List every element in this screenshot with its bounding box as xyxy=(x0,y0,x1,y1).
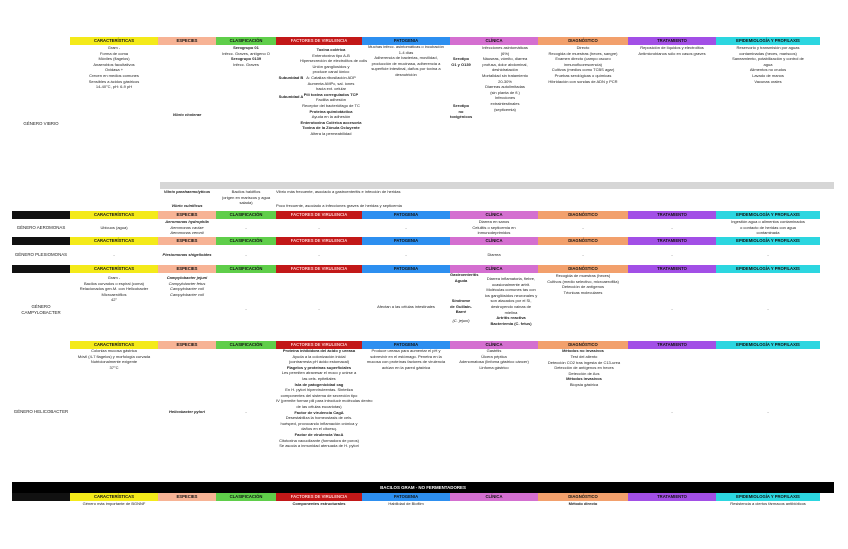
text-line: Ayuda a la colonización inicial xyxy=(292,353,346,359)
genus-plesiomonas: GÉNERO PLESIOMONAS xyxy=(14,252,68,257)
text-line: Adherencia de bacterias, movilidad, xyxy=(374,55,438,61)
text-line: inmunodeprimidos xyxy=(477,230,511,236)
text-line: Aeromonas hydrophila xyxy=(165,219,209,224)
text-line: Proteína quimiotáctica xyxy=(309,108,353,114)
header-cell: PATOGENIA xyxy=(362,37,450,45)
plesiomonas-clasificacion: - xyxy=(245,252,247,257)
text-line: Técnicas moleculares xyxy=(563,289,603,295)
text-line: los gangliósidos neuronales y xyxy=(484,292,538,298)
bottom-epidemiologia: Resistencia a ciertos fármacos antibióticos xyxy=(730,501,806,506)
header-cell: DIAGNÓSTICO xyxy=(538,211,628,219)
text-line: las cels. epiteliales xyxy=(302,375,336,381)
text-line: 37°C xyxy=(109,364,119,370)
vibrio-clinica-label-1: Serotipo O1 y O139 xyxy=(451,56,471,67)
text-line: Alimentos no crudos xyxy=(749,67,787,73)
section-band-bgnnf: BACILOS GRAM - NO FERMENTADORES xyxy=(12,482,834,493)
header-row xyxy=(12,493,834,501)
header-cell: TRATAMIENTO xyxy=(628,265,716,273)
text-line: Les permiten atravesar el moco y unirse a xyxy=(281,370,357,376)
vibrio-epidemiologia xyxy=(716,45,820,84)
header-cell: ESPECIES xyxy=(158,341,216,349)
text-line: Factor de virulencia VacA xyxy=(294,431,344,437)
text-line: Linfoma gástrico xyxy=(479,364,509,370)
vibrio-diagnostico xyxy=(538,45,628,84)
vibrio-clinica xyxy=(472,45,538,112)
text-line: Cultivos (medio selectivo, microaerofilia) xyxy=(547,278,619,284)
header-cell: ESPECIES xyxy=(158,211,216,219)
text-line: Gastritis xyxy=(486,348,502,353)
header-cell: TRATAMIENTO xyxy=(628,341,716,349)
header-genus-cell xyxy=(12,341,70,349)
text-line: Oxidasa + xyxy=(104,67,124,73)
helicobacter-tratamiento: - xyxy=(671,409,673,414)
campylobacter-tratamiento: - xyxy=(671,306,673,311)
header-row xyxy=(12,211,834,219)
text-line: Métodos invasivos xyxy=(566,376,602,382)
text-line: Campylobacter fetus xyxy=(168,280,206,286)
text-line: contaminadas (heces, mariscos) xyxy=(739,50,797,56)
header-cell: CLÍNICA xyxy=(450,211,538,219)
text-line: sobrevivir en el estómago. Penetra en la xyxy=(370,353,442,359)
header-cell: EPIDEMIOLOGÍA Y PROFILAXIS xyxy=(716,493,820,501)
plesiomonas-especie: Plesiomonas shigelloides xyxy=(162,252,212,257)
text-line: Citotoxina vacuolizante (formadora de poros) xyxy=(279,437,359,443)
text-line: ocasionalmente artrit. xyxy=(491,281,531,287)
header-cell: CARACTERÍSTICAS xyxy=(70,341,158,349)
text-line: 14-40°C, pH: 6-9 pH xyxy=(95,84,133,90)
aeromonas-diagnostico: - xyxy=(582,225,584,230)
header-cell: PATOGENIA xyxy=(362,237,450,245)
header-cell: DIAGNÓSTICO xyxy=(538,493,628,501)
vibrio-vulnificus-texto: Poco frecuente, asociado a infecciones graves de heridas y septicemia xyxy=(276,203,402,208)
campylobacter-diagnostico xyxy=(538,273,628,295)
vibrio-especie: Vibrio cholerae xyxy=(172,112,202,117)
text-line: Úlcera péptica xyxy=(481,353,507,359)
text-line: En H. pylori hiperviruleentas. Sintetiza xyxy=(285,387,353,393)
header-cell: ESPECIES xyxy=(158,37,216,45)
campylobacter-factores: - xyxy=(318,306,320,311)
header-cell: CLASIFICACIÓN xyxy=(216,237,276,245)
aeromonas-patogenia: - xyxy=(405,225,407,230)
aeromonas-epidemiologia xyxy=(716,219,820,236)
text-line: profusa, dolor abdominal, xyxy=(482,61,528,67)
aeromonas-clinica xyxy=(450,219,538,236)
vibrio-tratamiento xyxy=(628,45,716,56)
text-line: deshidratación xyxy=(491,67,519,73)
bottom-diagnostico: Método directo xyxy=(568,501,598,506)
text-line: 1-4 días xyxy=(398,49,414,55)
text-line: Celulitis o septicemia en xyxy=(472,224,516,230)
text-line: produce canal iónico xyxy=(312,69,350,75)
header-cell: EPIDEMIOLOGÍA Y PROFILAXIS xyxy=(716,265,820,273)
text-line: Coloniza mucosa gástrica xyxy=(91,348,137,353)
text-line: Proteína inhibidora del ácido y ureasa xyxy=(282,348,356,353)
text-line: 20-30% xyxy=(498,78,512,84)
aeromonas-especies xyxy=(158,219,216,236)
vibrio-fv-label-a: Subunidad A xyxy=(278,94,304,99)
header-genus-cell xyxy=(12,211,70,219)
text-line: producción de mucinasa, adherencia a xyxy=(371,60,441,66)
text-line: Reservorio y transmisión por aguas xyxy=(736,45,800,50)
text-line: Directo xyxy=(576,45,590,50)
header-cell: PATOGENIA xyxy=(362,265,450,273)
header-cell: CLASIFICACIÓN xyxy=(216,341,276,349)
text-line: Aumenta AMPc, sal. iones xyxy=(307,80,355,86)
text-line: Altera la permeabilidad xyxy=(310,130,352,136)
text-line: Receptor del bacteriófago de TC xyxy=(302,102,360,108)
text-line: (sin planta de fl.) xyxy=(490,89,520,95)
header-cell: CLASIFICACIÓN xyxy=(216,211,276,219)
header-cell: PATOGENIA xyxy=(362,493,450,501)
text-line: o contacto de heridas con agua xyxy=(740,224,796,230)
header-cell: CLÍNICA xyxy=(450,265,538,273)
text-line: Recogida de muestras (heces) xyxy=(555,273,611,278)
plesiomonas-diagnostico: - xyxy=(582,252,584,257)
text-line: Enterotoxina tipo A-B xyxy=(312,52,350,58)
text-line: hacia ext. celular xyxy=(315,86,346,92)
header-cell: DIAGNÓSTICO xyxy=(538,341,628,349)
text-line: Bacteriemia (C. fetus) xyxy=(490,320,532,326)
header-cell: CARACTERÍSTICAS xyxy=(70,493,158,501)
header-cell: CARACTERÍSTICAS xyxy=(70,265,158,273)
campylobacter-clinica-label-2: Síndrome de Guillain-Barré xyxy=(450,298,472,315)
campylobacter-clasificacion: - xyxy=(245,306,247,311)
header-cell: FACTORES DE VIRULENCIA xyxy=(276,237,362,245)
aeromonas-factores: - xyxy=(318,225,320,230)
text-line: actúan en la pared gástrica xyxy=(381,364,431,370)
text-line: Serogrupo 01 xyxy=(233,45,259,50)
text-line: Unión gangliosidos y xyxy=(312,63,350,69)
header-cell: FACTORES DE VIRULENCIA xyxy=(276,211,362,219)
header-cell: DIAGNÓSTICO xyxy=(538,37,628,45)
text-line: Hipersecreción de electrolitos de colis xyxy=(300,58,368,64)
text-line: 42° xyxy=(110,297,118,303)
text-line: Lavado de manos xyxy=(752,72,784,78)
text-line: Náuseas, vómito, diarrea xyxy=(482,56,528,62)
header-cell: FACTORES DE VIRULENCIA xyxy=(276,37,362,45)
plesiomonas-caracteristicas: - xyxy=(113,252,115,257)
text-line: IV (permite formar pili para introducir moléculas dentro xyxy=(276,398,373,404)
text-line: Muchas infecc. asintomáticas o incubación xyxy=(368,44,444,49)
header-cell: CLÍNICA xyxy=(450,37,538,45)
genus-aeromonas: GÉNERO AEROMONAS xyxy=(16,225,66,230)
campylobacter-clinica-label-3: (C. jejuni) xyxy=(452,318,470,323)
text-line: (septicemia) xyxy=(494,106,516,112)
text-line: inmunofluorescencia) xyxy=(563,61,603,67)
genus-helicobacter: GÉNERO HELICOBACTER xyxy=(13,409,69,414)
header-cell: TRATAMIENTO xyxy=(628,211,716,219)
helicobacter-clasificacion: - xyxy=(245,409,247,414)
text-line: Microaerófilos xyxy=(101,291,127,297)
text-line: Pruebas serológicas o químicas xyxy=(554,72,612,78)
text-line: Infecciones xyxy=(494,95,516,101)
text-line: Diarreas autolimitadas xyxy=(485,84,525,90)
separator-band xyxy=(160,182,834,189)
helicobacter-factores xyxy=(276,348,373,449)
text-line: Reposición de líquidos y electrolitos xyxy=(640,45,704,50)
header-cell: EPIDEMIOLOGÍA Y PROFILAXIS xyxy=(716,211,820,219)
plesiomonas-tratamiento: - xyxy=(671,252,673,257)
text-line: (6%) xyxy=(500,50,510,56)
vibrio-parahaemolyticus: Vibrio parahaemolyticus xyxy=(163,189,211,194)
text-line: Adenomatosa (linfoma gástrico cáncer) xyxy=(459,359,529,365)
text-line: Desestabiliza la homeostasis de cels. xyxy=(285,415,353,421)
helicobacter-caracteristicas xyxy=(70,348,158,370)
text-line: Relacionados gen.M. con Helicobacter xyxy=(79,286,149,292)
text-line: Moléculas comunes tas con xyxy=(486,287,536,293)
header-cell: FACTORES DE VIRULENCIA xyxy=(276,493,362,501)
header-cell: FACTORES DE VIRULENCIA xyxy=(276,265,362,273)
text-line: Isla de patogenicidad cag xyxy=(294,381,344,387)
text-line: Antimicrobianos sólo en casos graves xyxy=(638,50,706,56)
text-line: Bacilos curvados o espiral (coma) xyxy=(83,280,145,286)
header-cell: CARACTERÍSTICAS xyxy=(70,237,158,245)
genus-vibrio: GÉNERO VIBRIO xyxy=(23,121,59,126)
text-line: Saneamiento, potabilización y control de xyxy=(732,56,804,62)
helicobacter-diagnostico xyxy=(542,354,626,388)
header-cell: EPIDEMIOLOGÍA Y PROFILAXIS xyxy=(716,341,820,349)
header-row xyxy=(12,265,834,273)
text-line: agua xyxy=(763,61,773,67)
text-line: Diarrea en sanos xyxy=(478,219,510,224)
header-cell: CLASIFICACIÓN xyxy=(216,37,276,45)
header-cell: DIAGNÓSTICO xyxy=(538,265,628,273)
helicobacter-patogenia xyxy=(362,348,450,370)
text-line: Infecciones asintomáticas xyxy=(482,45,528,50)
header-cell: DIAGNÓSTICO xyxy=(538,237,628,245)
text-line: componentes del sistema de secreción tipo xyxy=(280,392,358,398)
header-cell: CLASIFICACIÓN xyxy=(216,493,276,501)
header-cell: CLÍNICA xyxy=(450,237,538,245)
header-genus-cell xyxy=(12,37,70,45)
text-line: Móvil (4-7 flagelos) y morfología curvada xyxy=(77,353,151,359)
text-line: Detección de antígenos en heces xyxy=(554,365,614,371)
vibrio-fv-label-b: Subunidad B xyxy=(278,75,304,80)
header-cell: PATOGENIA xyxy=(362,341,450,349)
text-line: mielina xyxy=(504,309,518,315)
bottom-caracteristicas: Género más importante de BGNNF xyxy=(82,501,146,506)
bottom-patogenia: Habilidad de Biofilm xyxy=(388,501,424,506)
text-line: Biopsia gástrica xyxy=(569,381,599,387)
text-line: Sensibles a ácidos gástricos xyxy=(88,78,140,84)
text-line: desnutrición xyxy=(395,71,417,77)
text-line: Toxina colérica xyxy=(316,47,346,52)
text-line: Flagelos y proteínas superficiales xyxy=(286,364,352,370)
text-line: destruyendo vainas de xyxy=(490,303,532,309)
helicobacter-epidemiologia: - xyxy=(767,409,769,414)
text-line: Vacunas orales xyxy=(754,78,782,84)
header-cell: TRATAMIENTO xyxy=(628,37,716,45)
text-line: daños en el citoesq. xyxy=(301,426,337,432)
text-line: Detección CO2 tras ingesta de C13-urea xyxy=(547,359,621,365)
vibrio-patogenia xyxy=(362,44,450,78)
aeromonas-tratamiento: - xyxy=(671,225,673,230)
text-line: Produce ureasa para aumentar el pH y xyxy=(371,348,441,353)
header-cell: CARACTERÍSTICAS xyxy=(70,37,158,45)
text-line: Campylobacter coli xyxy=(169,291,204,297)
vibrio-vulnificus: Vibrio vulnificus xyxy=(171,203,203,208)
text-line: Ingestión agua o alimentos contaminados xyxy=(731,219,805,224)
aeromonas-clasificacion: - xyxy=(245,225,247,230)
plesiomonas-patogenia: - xyxy=(405,252,407,257)
text-line: Infecc. Graves, antígeno O xyxy=(222,50,270,56)
vibrio-clinica-label-2: Serotipo no toxigénicos xyxy=(450,103,473,120)
helicobacter-clinica xyxy=(450,348,538,370)
header-cell: EPIDEMIOLOGÍA Y PROFILAXIS xyxy=(716,237,820,245)
text-line: Diarrea inflamatoria, fiebre, xyxy=(486,276,536,281)
header-cell: PATOGENIA xyxy=(362,211,450,219)
text-line: Enterotoxina Colérica accesoria xyxy=(300,119,362,125)
header-cell: CLÍNICA xyxy=(450,341,538,349)
header-genus-cell xyxy=(12,493,70,501)
text-line: Serogrupo 0139 xyxy=(230,56,262,62)
text-line: Crecen en medios comunes xyxy=(89,72,139,78)
vibrio-caracteristicas xyxy=(70,45,158,90)
text-line: son atacados por el SI, xyxy=(490,298,532,304)
text-line: Mortalidad sin tratamiento xyxy=(481,72,529,78)
header-cell: CLASIFICACIÓN xyxy=(216,265,276,273)
text-line: Aeromonas caviae xyxy=(170,224,204,230)
plesiomonas-clinica: Diarrea xyxy=(487,252,501,257)
text-line: Móviles (flagelos) xyxy=(98,56,130,62)
text-line: Ayuda en la adhesión xyxy=(311,114,351,120)
campylobacter-especies xyxy=(158,275,216,297)
header-cell: ESPECIES xyxy=(158,265,216,273)
text-line: Artritis reactiva xyxy=(496,315,526,321)
plesiomonas-factores: - xyxy=(318,252,320,257)
text-line: contaminada xyxy=(756,230,780,236)
vibrio-factores xyxy=(300,47,368,137)
header-cell: CARACTERÍSTICAS xyxy=(70,211,158,219)
bottom-factores: Componentes estructurales xyxy=(292,501,346,506)
text-line: Nutricionalmente exigente xyxy=(90,359,138,365)
text-line: Detección de Acs xyxy=(568,370,600,376)
genus-campylobacter: GÉNERO CAMPYLOBACTER xyxy=(21,304,61,315)
header-genus-cell xyxy=(12,237,70,245)
text-line: mucosa con proteínas factores de virulencia xyxy=(366,359,446,365)
text-line: Infecc. Graves xyxy=(233,61,259,67)
campylobacter-clinica-label-1: Gastroenteritis Aguda xyxy=(450,272,479,283)
text-line: Campylobacter jejuni xyxy=(166,275,208,280)
text-line: A: Cataliza ribosilación ADP xyxy=(306,74,356,80)
vibrio-clasificacion xyxy=(216,45,276,67)
vibrio-parahaemolyticus-texto: Vibrio más frecuente, asociado a gastroenteritis e infección de heridas xyxy=(276,189,401,194)
header-cell: CLÍNICA xyxy=(450,493,538,501)
text-line: (contrarresta pH ácido estomacal) xyxy=(288,359,350,365)
header-cell: EPIDEMIOLOGÍA Y PROFILAXIS xyxy=(716,37,820,45)
header-cell: ESPECIES xyxy=(158,237,216,245)
header-cell: ESPECIES xyxy=(158,493,216,501)
text-line: Examen directo (campo oscuro xyxy=(555,56,611,62)
header-cell: TRATAMIENTO xyxy=(628,493,716,501)
text-line: Campylobacter coli xyxy=(169,286,204,292)
text-line: Recogida de muestras (heces, sangre) xyxy=(548,50,618,56)
text-line: huésped, provocando inflamación crónica y xyxy=(280,420,358,426)
text-line: Pili toxina corregulados TCP xyxy=(303,91,359,97)
text-line: Cultivos (medios como TCBS agar) xyxy=(551,67,615,73)
text-line: Aeromonas veronii xyxy=(170,230,204,236)
text-line: Toxina de la Zónula Ocluyente xyxy=(302,125,360,131)
header-cell: FACTORES DE VIRULENCIA xyxy=(276,341,362,349)
plesiomonas-epidemiologia: - xyxy=(767,252,769,257)
text-line: Forma de coma xyxy=(99,50,128,56)
helicobacter-diagnostico-head: Métodos no invasivos xyxy=(562,348,604,353)
vibrio-parahaemolyticus-clasificacion: Bacilos halófilos (origen en mariscos y agua salada) xyxy=(221,189,271,206)
header-row xyxy=(12,237,834,245)
header-cell: TRATAMIENTO xyxy=(628,237,716,245)
text-line: Anaerobios facultativos xyxy=(93,61,135,67)
text-line: superficie intestinal, daños por toxina a xyxy=(371,66,441,72)
campylobacter-epidemiologia: - xyxy=(767,306,769,311)
text-line: de las células eucariotas) xyxy=(296,403,342,409)
aeromonas-caracteristicas: Ubicuos (agua) xyxy=(100,225,128,230)
text-line: Test del aliento xyxy=(570,354,598,359)
text-line: Factor de virulencia CagA xyxy=(294,409,344,415)
campylobacter-caracteristicas xyxy=(70,275,158,303)
text-line: Se asocia a inmunidad atenuada de H. pylori xyxy=(279,443,359,449)
text-line: Gram - xyxy=(107,275,121,280)
text-line: Detección de antígenos xyxy=(561,284,605,290)
helicobacter-especie: Helicobacter pylori xyxy=(168,409,205,414)
text-line: Hibridación con sondas de ADN y PCR xyxy=(548,78,618,84)
text-line: extraintestinales xyxy=(490,100,520,106)
campylobacter-patogenia: Afectan a las células intestinales xyxy=(377,304,435,309)
header-genus-cell xyxy=(12,265,70,273)
text-line: Gram - xyxy=(107,45,121,50)
text-line: Facilita adhesión xyxy=(315,97,347,103)
